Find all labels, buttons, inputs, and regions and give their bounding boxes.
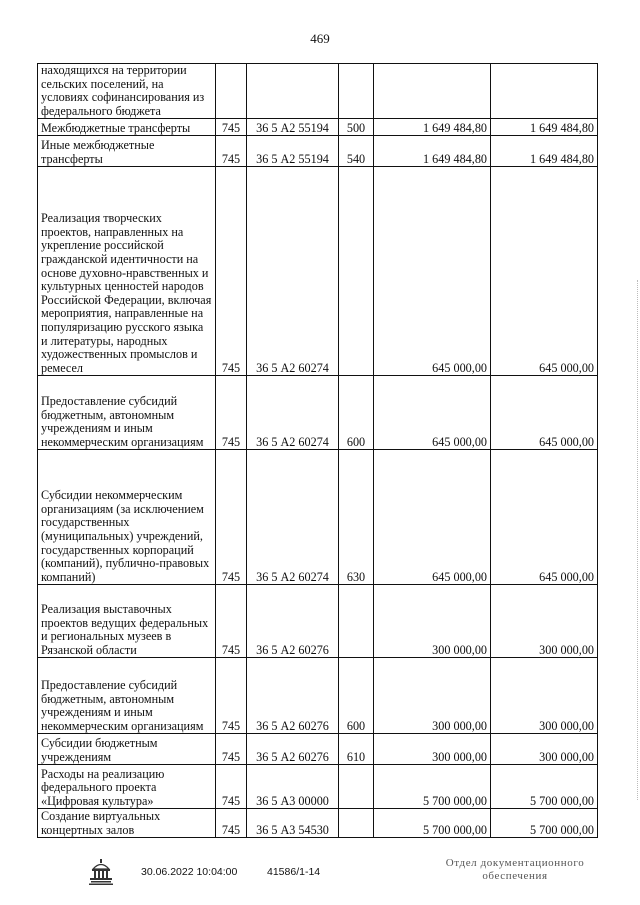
row-name: Расходы на реализацию федерального проекта «Цифровая культура» bbox=[38, 765, 216, 809]
row-amount-2: 300 000,00 bbox=[491, 658, 598, 734]
footer-datetime: 30.06.2022 10:04:00 bbox=[141, 866, 238, 878]
row-csr: 36 5 А2 60276 bbox=[247, 658, 339, 734]
table-row bbox=[38, 167, 598, 376]
row-csr: 36 5 А3 00000 bbox=[247, 765, 339, 809]
row-ministry: 745 bbox=[216, 450, 247, 585]
department-stamp bbox=[430, 857, 600, 883]
row-vr bbox=[339, 167, 374, 376]
row-amount-2: 5 700 000,00 bbox=[491, 765, 598, 809]
row-amount-2 bbox=[491, 64, 598, 119]
row-csr: 36 5 А3 54530 bbox=[247, 809, 339, 838]
row-amount-1: 300 000,00 bbox=[374, 734, 491, 765]
table-row bbox=[38, 734, 598, 765]
row-amount-2: 645 000,00 bbox=[491, 167, 598, 376]
duma-building-emblem-icon bbox=[88, 858, 114, 886]
row-amount-1: 5 700 000,00 bbox=[374, 809, 491, 838]
row-name: Реализация творческих проектов, направленных на укрепление российской гражданской идентичности на основе духовно-нравственных и культурных ценностей народов Российской Федерации, включая мероприятия, направленные на популяризацию русского языка и литературы, народных художественных промыслов и ремесел bbox=[38, 167, 216, 376]
row-csr: 36 5 А2 60276 bbox=[247, 734, 339, 765]
row-amount-2: 1 649 484,80 bbox=[491, 119, 598, 136]
row-csr: 36 5 А2 55194 bbox=[247, 119, 339, 136]
row-amount-1: 1 649 484,80 bbox=[374, 136, 491, 167]
row-vr bbox=[339, 585, 374, 658]
row-amount-1: 645 000,00 bbox=[374, 167, 491, 376]
row-amount-1: 645 000,00 bbox=[374, 450, 491, 585]
page-number: 469 bbox=[310, 31, 330, 46]
row-amount-2: 300 000,00 bbox=[491, 585, 598, 658]
row-ministry: 745 bbox=[216, 809, 247, 838]
budget-table bbox=[37, 63, 598, 838]
row-name: Предоставление субсидий бюджетным, автономным учреждениям и иным некоммерческим организациям bbox=[38, 376, 216, 450]
row-ministry: 745 bbox=[216, 765, 247, 809]
row-amount-1: 1 649 484,80 bbox=[374, 119, 491, 136]
row-amount-1: 300 000,00 bbox=[374, 658, 491, 734]
table-row bbox=[38, 585, 598, 658]
table-row bbox=[38, 376, 598, 450]
row-ministry: 745 bbox=[216, 734, 247, 765]
row-ministry bbox=[216, 64, 247, 119]
row-amount-2: 300 000,00 bbox=[491, 734, 598, 765]
table-row bbox=[38, 765, 598, 809]
row-name: Субсидии бюджетным учреждениям bbox=[38, 734, 216, 765]
row-amount-1 bbox=[374, 64, 491, 119]
stamp-line-1: Отдел документационного bbox=[445, 857, 585, 869]
row-csr: 36 5 А2 60274 bbox=[247, 450, 339, 585]
row-ministry: 745 bbox=[216, 585, 247, 658]
row-amount-1: 645 000,00 bbox=[374, 376, 491, 450]
row-ministry: 745 bbox=[216, 658, 247, 734]
row-amount-2: 1 649 484,80 bbox=[491, 136, 598, 167]
row-amount-2: 5 700 000,00 bbox=[491, 809, 598, 838]
row-name: Субсидии некоммерческим организациям (за исключением государственных (муниципальных) учреждений, государственных корпораций (компаний), публично-правовых компаний) bbox=[38, 450, 216, 585]
row-ministry: 745 bbox=[216, 167, 247, 376]
row-csr: 36 5 А2 60274 bbox=[247, 376, 339, 450]
row-csr: 36 5 А2 60274 bbox=[247, 167, 339, 376]
scan-edge-marks bbox=[634, 280, 638, 800]
table-row bbox=[38, 450, 598, 585]
table-row bbox=[38, 136, 598, 167]
table-row bbox=[38, 658, 598, 734]
row-name: Иные межбюджетные трансферты bbox=[38, 136, 216, 167]
row-name: Создание виртуальных концертных залов bbox=[38, 809, 216, 838]
row-vr: 600 bbox=[339, 658, 374, 734]
row-vr: 630 bbox=[339, 450, 374, 585]
row-name: Предоставление субсидий бюджетным, автономным учреждениям и иным некоммерческим организациям bbox=[38, 658, 216, 734]
row-amount-1: 300 000,00 bbox=[374, 585, 491, 658]
row-vr bbox=[339, 765, 374, 809]
row-ministry: 745 bbox=[216, 376, 247, 450]
row-csr: 36 5 А2 55194 bbox=[247, 136, 339, 167]
row-name: Реализация выставочных проектов ведущих федеральных и региональных музеев в Рязанской области bbox=[38, 585, 216, 658]
row-vr: 540 bbox=[339, 136, 374, 167]
table-row bbox=[38, 64, 598, 119]
row-csr: 36 5 А2 60276 bbox=[247, 585, 339, 658]
row-amount-2: 645 000,00 bbox=[491, 450, 598, 585]
table-row bbox=[38, 119, 598, 136]
row-ministry: 745 bbox=[216, 136, 247, 167]
row-vr bbox=[339, 809, 374, 838]
row-vr: 610 bbox=[339, 734, 374, 765]
footer-document-number: 41586/1-14 bbox=[267, 866, 321, 878]
table-row bbox=[38, 809, 598, 838]
row-name: находящихся на территории сельских поселений, на условиях софинансирования из федерального бюджета bbox=[38, 64, 216, 119]
stamp-line-2: обеспечения bbox=[482, 870, 548, 882]
row-name: Межбюджетные трансферты bbox=[38, 119, 216, 136]
row-vr: 500 bbox=[339, 119, 374, 136]
row-amount-2: 645 000,00 bbox=[491, 376, 598, 450]
row-vr: 600 bbox=[339, 376, 374, 450]
row-vr bbox=[339, 64, 374, 119]
row-ministry: 745 bbox=[216, 119, 247, 136]
row-amount-1: 5 700 000,00 bbox=[374, 765, 491, 809]
row-csr bbox=[247, 64, 339, 119]
